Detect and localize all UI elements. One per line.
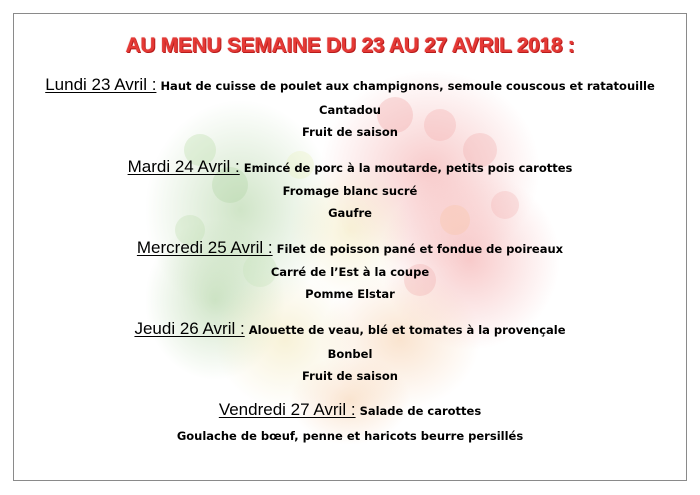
day-label: Mercredi 25 Avril : [136, 238, 273, 257]
day-wednesday [0, 238, 700, 258]
menu-item: Goulache de bœuf, penne et haricots beurre persillés [176, 429, 524, 443]
menu-item: Pomme Elstar [305, 287, 395, 301]
main-dish: Salade de carottes [359, 404, 482, 418]
menu-item: Fromage blanc sucré [282, 184, 418, 198]
menu-item: Fruit de saison [302, 369, 398, 383]
day-label: Lundi 23 Avril : [45, 75, 157, 94]
main-dish: Filet de poisson pané et fondue de poireaux [276, 242, 564, 256]
menu-item: Carré de l’Est à la coupe [270, 265, 430, 279]
page-title: AU MENU SEMAINE DU 23 AU 27 AVRIL 2018 : [125, 34, 575, 57]
day-label: Jeudi 26 Avril : [134, 319, 245, 338]
menu-item: Cantadou [319, 103, 381, 117]
day-monday [0, 75, 700, 95]
main-dish: Haut de cuisse de poulet aux champignons, semoule couscous et ratatouille [160, 79, 655, 93]
day-thursday [0, 319, 700, 339]
main-dish: Emincé de porc à la moutarde, petits pois carottes [243, 161, 573, 175]
menu-item: Gaufre [328, 206, 372, 220]
menu-item: Bonbel [327, 347, 373, 361]
day-friday [0, 400, 700, 420]
day-label: Vendredi 27 Avril : [218, 400, 356, 419]
day-label: Mardi 24 Avril : [127, 157, 240, 176]
menu-item: Fruit de saison [302, 125, 398, 139]
main-dish: Alouette de veau, blé et tomates à la provençale [248, 323, 566, 337]
day-tuesday [0, 157, 700, 177]
